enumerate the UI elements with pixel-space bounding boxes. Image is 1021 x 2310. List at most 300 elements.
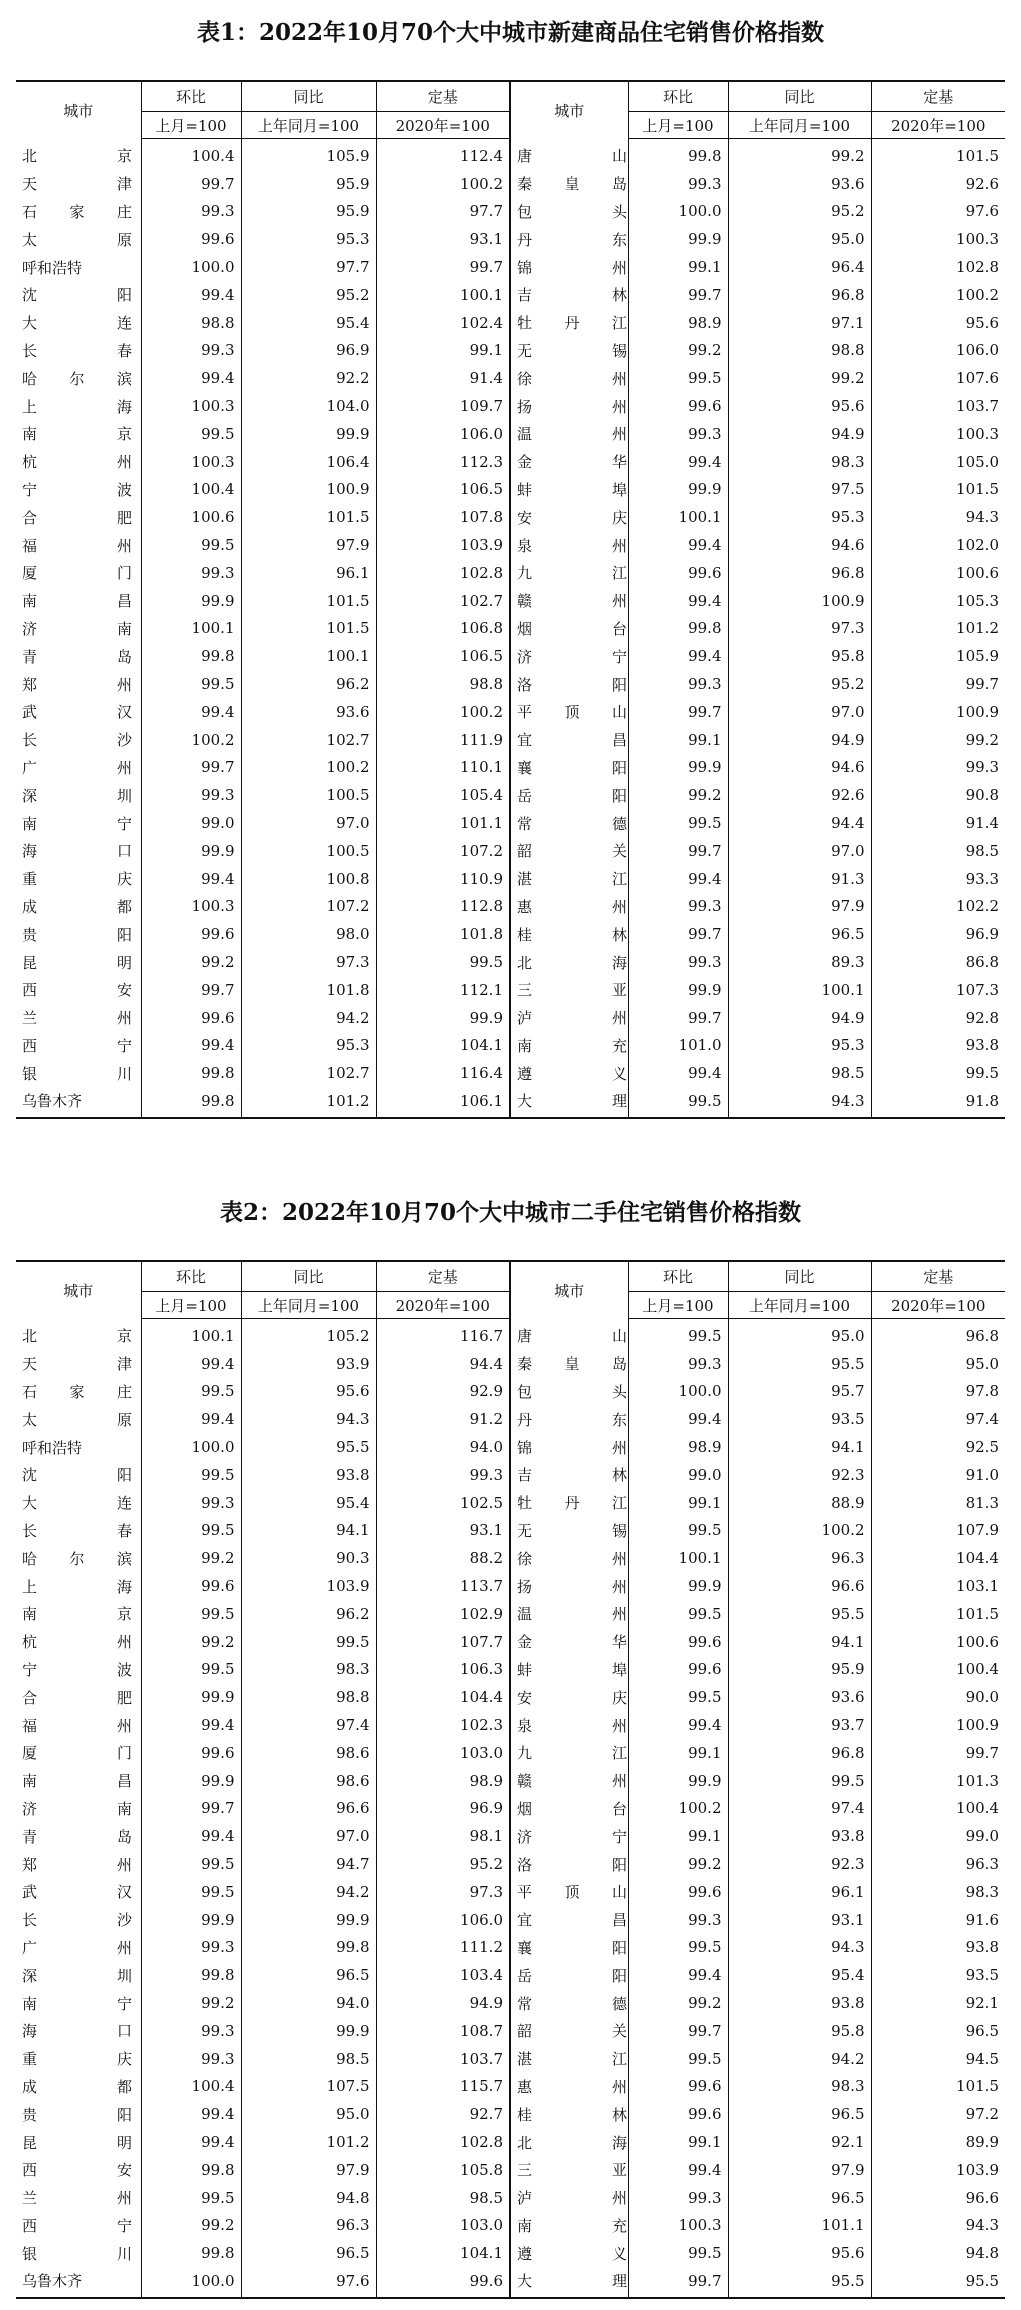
city-name: 昆 明 [22, 2133, 132, 2152]
left-city-cell [16, 309, 141, 337]
table-row [16, 392, 1005, 420]
left-yoy-cell: 95.9 [241, 170, 376, 198]
left-fixed-cell: 111.9 [376, 726, 510, 754]
table-row [16, 2045, 1005, 2073]
left-fixed-cell: 93.1 [376, 225, 510, 253]
right-fixed-cell: 94.3 [871, 2212, 1005, 2240]
right-city-cell [510, 1489, 628, 1517]
city-name: 广 州 [22, 1938, 132, 1957]
left-yoy-cell: 98.6 [241, 1767, 376, 1795]
right-yoy-cell: 94.9 [728, 1004, 871, 1032]
left-yoy-cell: 94.2 [241, 1878, 376, 1906]
table-row [16, 1850, 1005, 1878]
left-mom-cell: 100.2 [141, 726, 241, 754]
left-mom-cell: 99.8 [141, 1059, 241, 1087]
left-fixed-cell: 94.9 [376, 1989, 510, 2017]
right-city-cell [510, 809, 628, 837]
left-yoy-cell: 95.2 [241, 281, 376, 309]
city-name: 哈尔滨 [22, 369, 132, 388]
right-yoy-cell: 99.5 [728, 1767, 871, 1795]
city-name: 烟 台 [517, 1799, 627, 1818]
left-mom-cell: 99.9 [141, 587, 241, 615]
header-fixed: 定基 [376, 81, 510, 112]
left-city-cell [16, 1906, 141, 1934]
left-city-cell [16, 1059, 141, 1087]
table-row [16, 698, 1005, 726]
table-row [16, 1087, 1005, 1118]
right-yoy-cell: 95.7 [728, 1378, 871, 1406]
left-city-cell [16, 698, 141, 726]
right-fixed-cell: 95.5 [871, 2267, 1005, 2298]
right-yoy-cell: 94.3 [728, 1934, 871, 1962]
right-fixed-cell: 93.8 [871, 1032, 1005, 1060]
right-mom-cell: 99.9 [628, 476, 728, 504]
city-name: 桂 林 [517, 2105, 627, 2124]
left-fixed-cell: 106.1 [376, 1087, 510, 1118]
right-mom-cell: 99.0 [628, 1461, 728, 1489]
right-mom-cell: 99.1 [628, 253, 728, 281]
right-mom-cell: 100.3 [628, 2212, 728, 2240]
left-yoy-cell: 107.5 [241, 2073, 376, 2101]
left-fixed-cell: 100.1 [376, 281, 510, 309]
city-name: 大 连 [22, 314, 132, 333]
left-mom-cell: 99.4 [141, 1350, 241, 1378]
left-yoy-cell: 100.8 [241, 865, 376, 893]
right-yoy-cell: 93.5 [728, 1405, 871, 1433]
city-name: 银 川 [22, 2244, 132, 2263]
left-city-cell [16, 559, 141, 587]
left-city-cell [16, 2017, 141, 2045]
right-yoy-cell: 96.5 [728, 2100, 871, 2128]
left-mom-cell: 99.5 [141, 531, 241, 559]
city-name: 重 庆 [22, 2050, 132, 2069]
left-city-cell [16, 420, 141, 448]
city-name: 宁 波 [22, 480, 132, 499]
city-name: 泸 州 [517, 1009, 627, 1028]
header-mom-base-right: 上月=100 [628, 112, 728, 139]
left-yoy-cell: 99.8 [241, 1934, 376, 1962]
table-row [16, 1461, 1005, 1489]
right-city-cell [510, 1544, 628, 1572]
right-fixed-cell: 99.7 [871, 670, 1005, 698]
left-yoy-cell: 95.5 [241, 1433, 376, 1461]
right-fixed-cell: 94.8 [871, 2239, 1005, 2267]
left-city-cell [16, 1517, 141, 1545]
table-row [16, 1906, 1005, 1934]
header-yoy-base-right: 上年同月=100 [728, 112, 871, 139]
city-name: 九 江 [517, 1744, 627, 1763]
right-yoy-cell: 98.5 [728, 1059, 871, 1087]
left-yoy-cell: 105.2 [241, 1319, 376, 1350]
left-yoy-cell: 96.5 [241, 2239, 376, 2267]
right-yoy-cell: 100.9 [728, 587, 871, 615]
right-city-cell [510, 1087, 628, 1118]
city-name: 金 华 [517, 1633, 627, 1652]
city-name: 蚌 埠 [517, 480, 627, 499]
right-yoy-cell: 97.9 [728, 2156, 871, 2184]
right-fixed-cell: 99.0 [871, 1822, 1005, 1850]
city-name: 昆 明 [22, 953, 132, 972]
left-city-cell [16, 253, 141, 281]
right-yoy-cell: 98.8 [728, 337, 871, 365]
left-fixed-cell: 95.2 [376, 1850, 510, 1878]
city-name: 太 原 [22, 230, 132, 249]
right-mom-cell: 99.2 [628, 781, 728, 809]
right-yoy-cell: 95.2 [728, 670, 871, 698]
left-mom-cell: 99.4 [141, 2128, 241, 2156]
left-fixed-cell: 92.9 [376, 1378, 510, 1406]
city-name: 成 都 [22, 2077, 132, 2096]
city-name: 杭 州 [22, 453, 132, 472]
left-mom-cell: 100.0 [141, 253, 241, 281]
left-mom-cell: 99.2 [141, 1628, 241, 1656]
table-row [16, 253, 1005, 281]
right-yoy-cell: 98.3 [728, 448, 871, 476]
right-mom-cell: 99.2 [628, 1850, 728, 1878]
city-name: 温 州 [517, 425, 627, 444]
left-yoy-cell: 96.1 [241, 559, 376, 587]
city-name: 襄 阳 [517, 1938, 627, 1957]
left-mom-cell: 99.4 [141, 1405, 241, 1433]
left-yoy-cell: 102.7 [241, 726, 376, 754]
right-mom-cell: 99.4 [628, 1711, 728, 1739]
left-fixed-cell: 108.7 [376, 2017, 510, 2045]
city-name: 包 头 [517, 1382, 627, 1401]
city-name: 丹 东 [517, 1410, 627, 1429]
table-row [16, 726, 1005, 754]
right-mom-cell: 98.9 [628, 309, 728, 337]
left-fixed-cell: 98.5 [376, 2184, 510, 2212]
left-city-cell [16, 1767, 141, 1795]
city-name: 兰 州 [22, 2189, 132, 2208]
left-city-cell [16, 1850, 141, 1878]
left-fixed-cell: 99.9 [376, 1004, 510, 1032]
table-row [16, 1319, 1005, 1350]
right-city-cell [510, 2239, 628, 2267]
table-row [16, 337, 1005, 365]
right-city-cell [510, 1319, 628, 1350]
right-fixed-cell: 100.2 [871, 281, 1005, 309]
left-yoy-cell: 107.2 [241, 893, 376, 921]
right-fixed-cell: 95.6 [871, 309, 1005, 337]
right-mom-cell: 99.5 [628, 809, 728, 837]
right-fixed-cell: 102.2 [871, 893, 1005, 921]
left-mom-cell: 99.5 [141, 1600, 241, 1628]
left-fixed-cell: 99.5 [376, 948, 510, 976]
left-fixed-cell: 106.3 [376, 1656, 510, 1684]
table-row [16, 1405, 1005, 1433]
right-yoy-cell: 95.0 [728, 1319, 871, 1350]
right-city-cell [510, 2184, 628, 2212]
city-name: 上 海 [22, 397, 132, 416]
header-yoy-base: 上年同月=100 [241, 1292, 376, 1319]
left-yoy-cell: 93.6 [241, 698, 376, 726]
city-name: 洛 阳 [517, 1855, 627, 1874]
left-city-cell [16, 1989, 141, 2017]
right-yoy-cell: 96.5 [728, 2184, 871, 2212]
left-mom-cell: 99.3 [141, 781, 241, 809]
right-city-cell [510, 837, 628, 865]
right-fixed-cell: 97.2 [871, 2100, 1005, 2128]
city-name: 呼和浩特 [22, 1438, 83, 1457]
table1-body [16, 139, 1005, 1118]
right-city-cell [510, 587, 628, 615]
right-fixed-cell: 97.8 [871, 1378, 1005, 1406]
city-name: 长 春 [22, 1521, 132, 1540]
left-mom-cell: 99.7 [141, 1795, 241, 1823]
left-yoy-cell: 95.9 [241, 198, 376, 226]
left-yoy-cell: 97.7 [241, 253, 376, 281]
city-name: 西 宁 [22, 2216, 132, 2235]
header-mom-base: 上月=100 [141, 1292, 241, 1319]
left-city-cell [16, 1739, 141, 1767]
left-mom-cell: 99.4 [141, 364, 241, 392]
right-fixed-cell: 99.3 [871, 754, 1005, 782]
left-yoy-cell: 101.5 [241, 615, 376, 643]
city-name: 沈 阳 [22, 1466, 132, 1485]
left-yoy-cell: 102.7 [241, 1059, 376, 1087]
city-name: 郑 州 [22, 675, 132, 694]
left-fixed-cell: 99.1 [376, 337, 510, 365]
right-city-cell [510, 1004, 628, 1032]
right-fixed-cell: 100.9 [871, 1711, 1005, 1739]
table-row [16, 642, 1005, 670]
city-name: 三 亚 [517, 981, 627, 1000]
right-yoy-cell: 96.8 [728, 281, 871, 309]
right-city-cell [510, 2045, 628, 2073]
table-row [16, 1489, 1005, 1517]
left-mom-cell: 99.3 [141, 2017, 241, 2045]
left-mom-cell: 100.3 [141, 893, 241, 921]
right-city-cell [510, 139, 628, 170]
city-name: 吉 林 [517, 286, 627, 305]
right-city-cell [510, 2156, 628, 2184]
right-mom-cell: 99.6 [628, 2073, 728, 2101]
right-yoy-cell: 92.1 [728, 2128, 871, 2156]
left-fixed-cell: 109.7 [376, 392, 510, 420]
right-yoy-cell: 94.1 [728, 1628, 871, 1656]
right-mom-cell: 99.2 [628, 337, 728, 365]
left-city-cell [16, 893, 141, 921]
left-city-cell [16, 1878, 141, 1906]
right-city-cell [510, 1767, 628, 1795]
right-mom-cell: 99.6 [628, 1878, 728, 1906]
left-fixed-cell: 105.4 [376, 781, 510, 809]
right-mom-cell: 99.1 [628, 2128, 728, 2156]
left-mom-cell: 100.0 [141, 1433, 241, 1461]
left-yoy-cell: 95.4 [241, 1489, 376, 1517]
right-fixed-cell: 81.3 [871, 1489, 1005, 1517]
left-mom-cell: 99.9 [141, 837, 241, 865]
right-fixed-cell: 107.3 [871, 976, 1005, 1004]
left-city-cell [16, 1822, 141, 1850]
left-city-cell [16, 337, 141, 365]
table-row [16, 476, 1005, 504]
right-city-cell [510, 1461, 628, 1489]
left-yoy-cell: 104.0 [241, 392, 376, 420]
table-row [16, 1822, 1005, 1850]
left-city-cell [16, 2239, 141, 2267]
left-city-cell [16, 2212, 141, 2240]
city-name: 牡丹江 [517, 1494, 627, 1513]
city-name: 北 海 [517, 2133, 627, 2152]
left-fixed-cell: 104.1 [376, 1032, 510, 1060]
left-city-cell [16, 1032, 141, 1060]
left-yoy-cell: 95.0 [241, 2100, 376, 2128]
left-fixed-cell: 106.5 [376, 642, 510, 670]
left-city-cell [16, 1628, 141, 1656]
city-name: 韶 关 [517, 2022, 627, 2041]
city-name: 广 州 [22, 758, 132, 777]
left-city-cell [16, 587, 141, 615]
left-city-cell [16, 170, 141, 198]
right-fixed-cell: 97.6 [871, 198, 1005, 226]
right-mom-cell: 99.3 [628, 2184, 728, 2212]
city-name: 合 肥 [22, 508, 132, 527]
right-yoy-cell: 95.3 [728, 1032, 871, 1060]
right-fixed-cell: 97.4 [871, 1405, 1005, 1433]
table-row [16, 1572, 1005, 1600]
table-row [16, 615, 1005, 643]
right-mom-cell: 99.3 [628, 1906, 728, 1934]
city-name: 北 京 [22, 1327, 132, 1346]
right-yoy-cell: 95.8 [728, 642, 871, 670]
right-mom-cell: 100.2 [628, 1795, 728, 1823]
right-city-cell [510, 1850, 628, 1878]
left-city-cell [16, 1961, 141, 1989]
city-name: 吉 林 [517, 1466, 627, 1485]
right-mom-cell: 99.3 [628, 420, 728, 448]
city-name: 太 原 [22, 1410, 132, 1429]
table-row [16, 1795, 1005, 1823]
left-fixed-cell: 106.0 [376, 420, 510, 448]
left-yoy-cell: 96.2 [241, 670, 376, 698]
city-name: 海 口 [22, 842, 132, 861]
city-name: 重 庆 [22, 870, 132, 889]
left-mom-cell: 100.4 [141, 2073, 241, 2101]
right-fixed-cell: 92.1 [871, 1989, 1005, 2017]
table-row [16, 1059, 1005, 1087]
left-city-cell [16, 809, 141, 837]
left-fixed-cell: 98.9 [376, 1767, 510, 1795]
left-mom-cell: 99.5 [141, 1656, 241, 1684]
left-city-cell [16, 1934, 141, 1962]
city-name: 遵 义 [517, 2244, 627, 2263]
right-yoy-cell: 100.2 [728, 1517, 871, 1545]
left-yoy-cell: 98.8 [241, 1683, 376, 1711]
left-mom-cell: 99.3 [141, 1934, 241, 1962]
right-fixed-cell: 93.3 [871, 865, 1005, 893]
right-city-cell [510, 225, 628, 253]
right-yoy-cell: 94.6 [728, 754, 871, 782]
right-fixed-cell: 91.4 [871, 809, 1005, 837]
city-name: 长 春 [22, 341, 132, 360]
left-mom-cell: 99.5 [141, 1878, 241, 1906]
city-name: 西 安 [22, 2161, 132, 2180]
right-yoy-cell: 95.2 [728, 198, 871, 226]
right-city-cell [510, 2017, 628, 2045]
table-row [16, 2156, 1005, 2184]
left-yoy-cell: 100.5 [241, 837, 376, 865]
right-mom-cell: 99.5 [628, 1683, 728, 1711]
right-mom-cell: 99.7 [628, 281, 728, 309]
right-fixed-cell: 92.5 [871, 1433, 1005, 1461]
right-mom-cell: 99.9 [628, 225, 728, 253]
right-mom-cell: 99.8 [628, 615, 728, 643]
table-row [16, 2017, 1005, 2045]
right-city-cell [510, 476, 628, 504]
table-row [16, 1934, 1005, 1962]
right-yoy-cell: 94.3 [728, 1087, 871, 1118]
right-fixed-cell: 93.8 [871, 1934, 1005, 1962]
city-name: 济 南 [22, 619, 132, 638]
city-name: 包 头 [517, 202, 627, 221]
right-fixed-cell: 99.5 [871, 1059, 1005, 1087]
right-city-cell [510, 198, 628, 226]
header-city: 城市 [16, 1261, 141, 1319]
right-city-cell [510, 2128, 628, 2156]
table-row [16, 920, 1005, 948]
table-row [16, 754, 1005, 782]
right-city-cell [510, 726, 628, 754]
city-name: 石家庄 [22, 202, 132, 221]
left-city-cell [16, 726, 141, 754]
city-name: 常 德 [517, 814, 627, 833]
header-city-right: 城市 [510, 1261, 628, 1319]
left-mom-cell: 100.0 [141, 2267, 241, 2298]
right-yoy-cell: 94.1 [728, 1433, 871, 1461]
header-fixed-right: 定基 [871, 81, 1005, 112]
left-mom-cell: 99.3 [141, 337, 241, 365]
table-row [16, 448, 1005, 476]
right-mom-cell: 99.4 [628, 642, 728, 670]
left-city-cell [16, 1087, 141, 1118]
right-fixed-cell: 93.5 [871, 1961, 1005, 1989]
right-mom-cell: 99.5 [628, 1934, 728, 1962]
right-fixed-cell: 92.6 [871, 170, 1005, 198]
right-city-cell [510, 865, 628, 893]
left-yoy-cell: 94.8 [241, 2184, 376, 2212]
table-row [16, 976, 1005, 1004]
header-yoy-right: 同比 [728, 1261, 871, 1292]
right-yoy-cell: 94.2 [728, 2045, 871, 2073]
right-city-cell [510, 364, 628, 392]
city-name: 惠 州 [517, 897, 627, 916]
city-name: 扬 州 [517, 1577, 627, 1596]
left-fixed-cell: 102.8 [376, 2128, 510, 2156]
table-row [16, 225, 1005, 253]
left-fixed-cell: 102.7 [376, 587, 510, 615]
right-mom-cell: 99.5 [628, 1087, 728, 1118]
left-mom-cell: 99.5 [141, 2184, 241, 2212]
right-yoy-cell: 95.5 [728, 2267, 871, 2298]
city-name: 秦皇岛 [517, 175, 627, 194]
right-fixed-cell: 98.3 [871, 1878, 1005, 1906]
right-mom-cell: 99.4 [628, 1961, 728, 1989]
left-mom-cell: 99.5 [141, 1850, 241, 1878]
city-name: 深 圳 [22, 786, 132, 805]
right-yoy-cell: 96.6 [728, 1572, 871, 1600]
left-city-cell [16, 1319, 141, 1350]
left-fixed-cell: 104.1 [376, 2239, 510, 2267]
left-fixed-cell: 115.7 [376, 2073, 510, 2101]
right-fixed-cell: 99.2 [871, 726, 1005, 754]
table1-price-index [16, 80, 1005, 1119]
city-name: 南 京 [22, 425, 132, 444]
left-city-cell [16, 225, 141, 253]
city-name: 南 昌 [22, 592, 132, 611]
table-row [16, 1433, 1005, 1461]
